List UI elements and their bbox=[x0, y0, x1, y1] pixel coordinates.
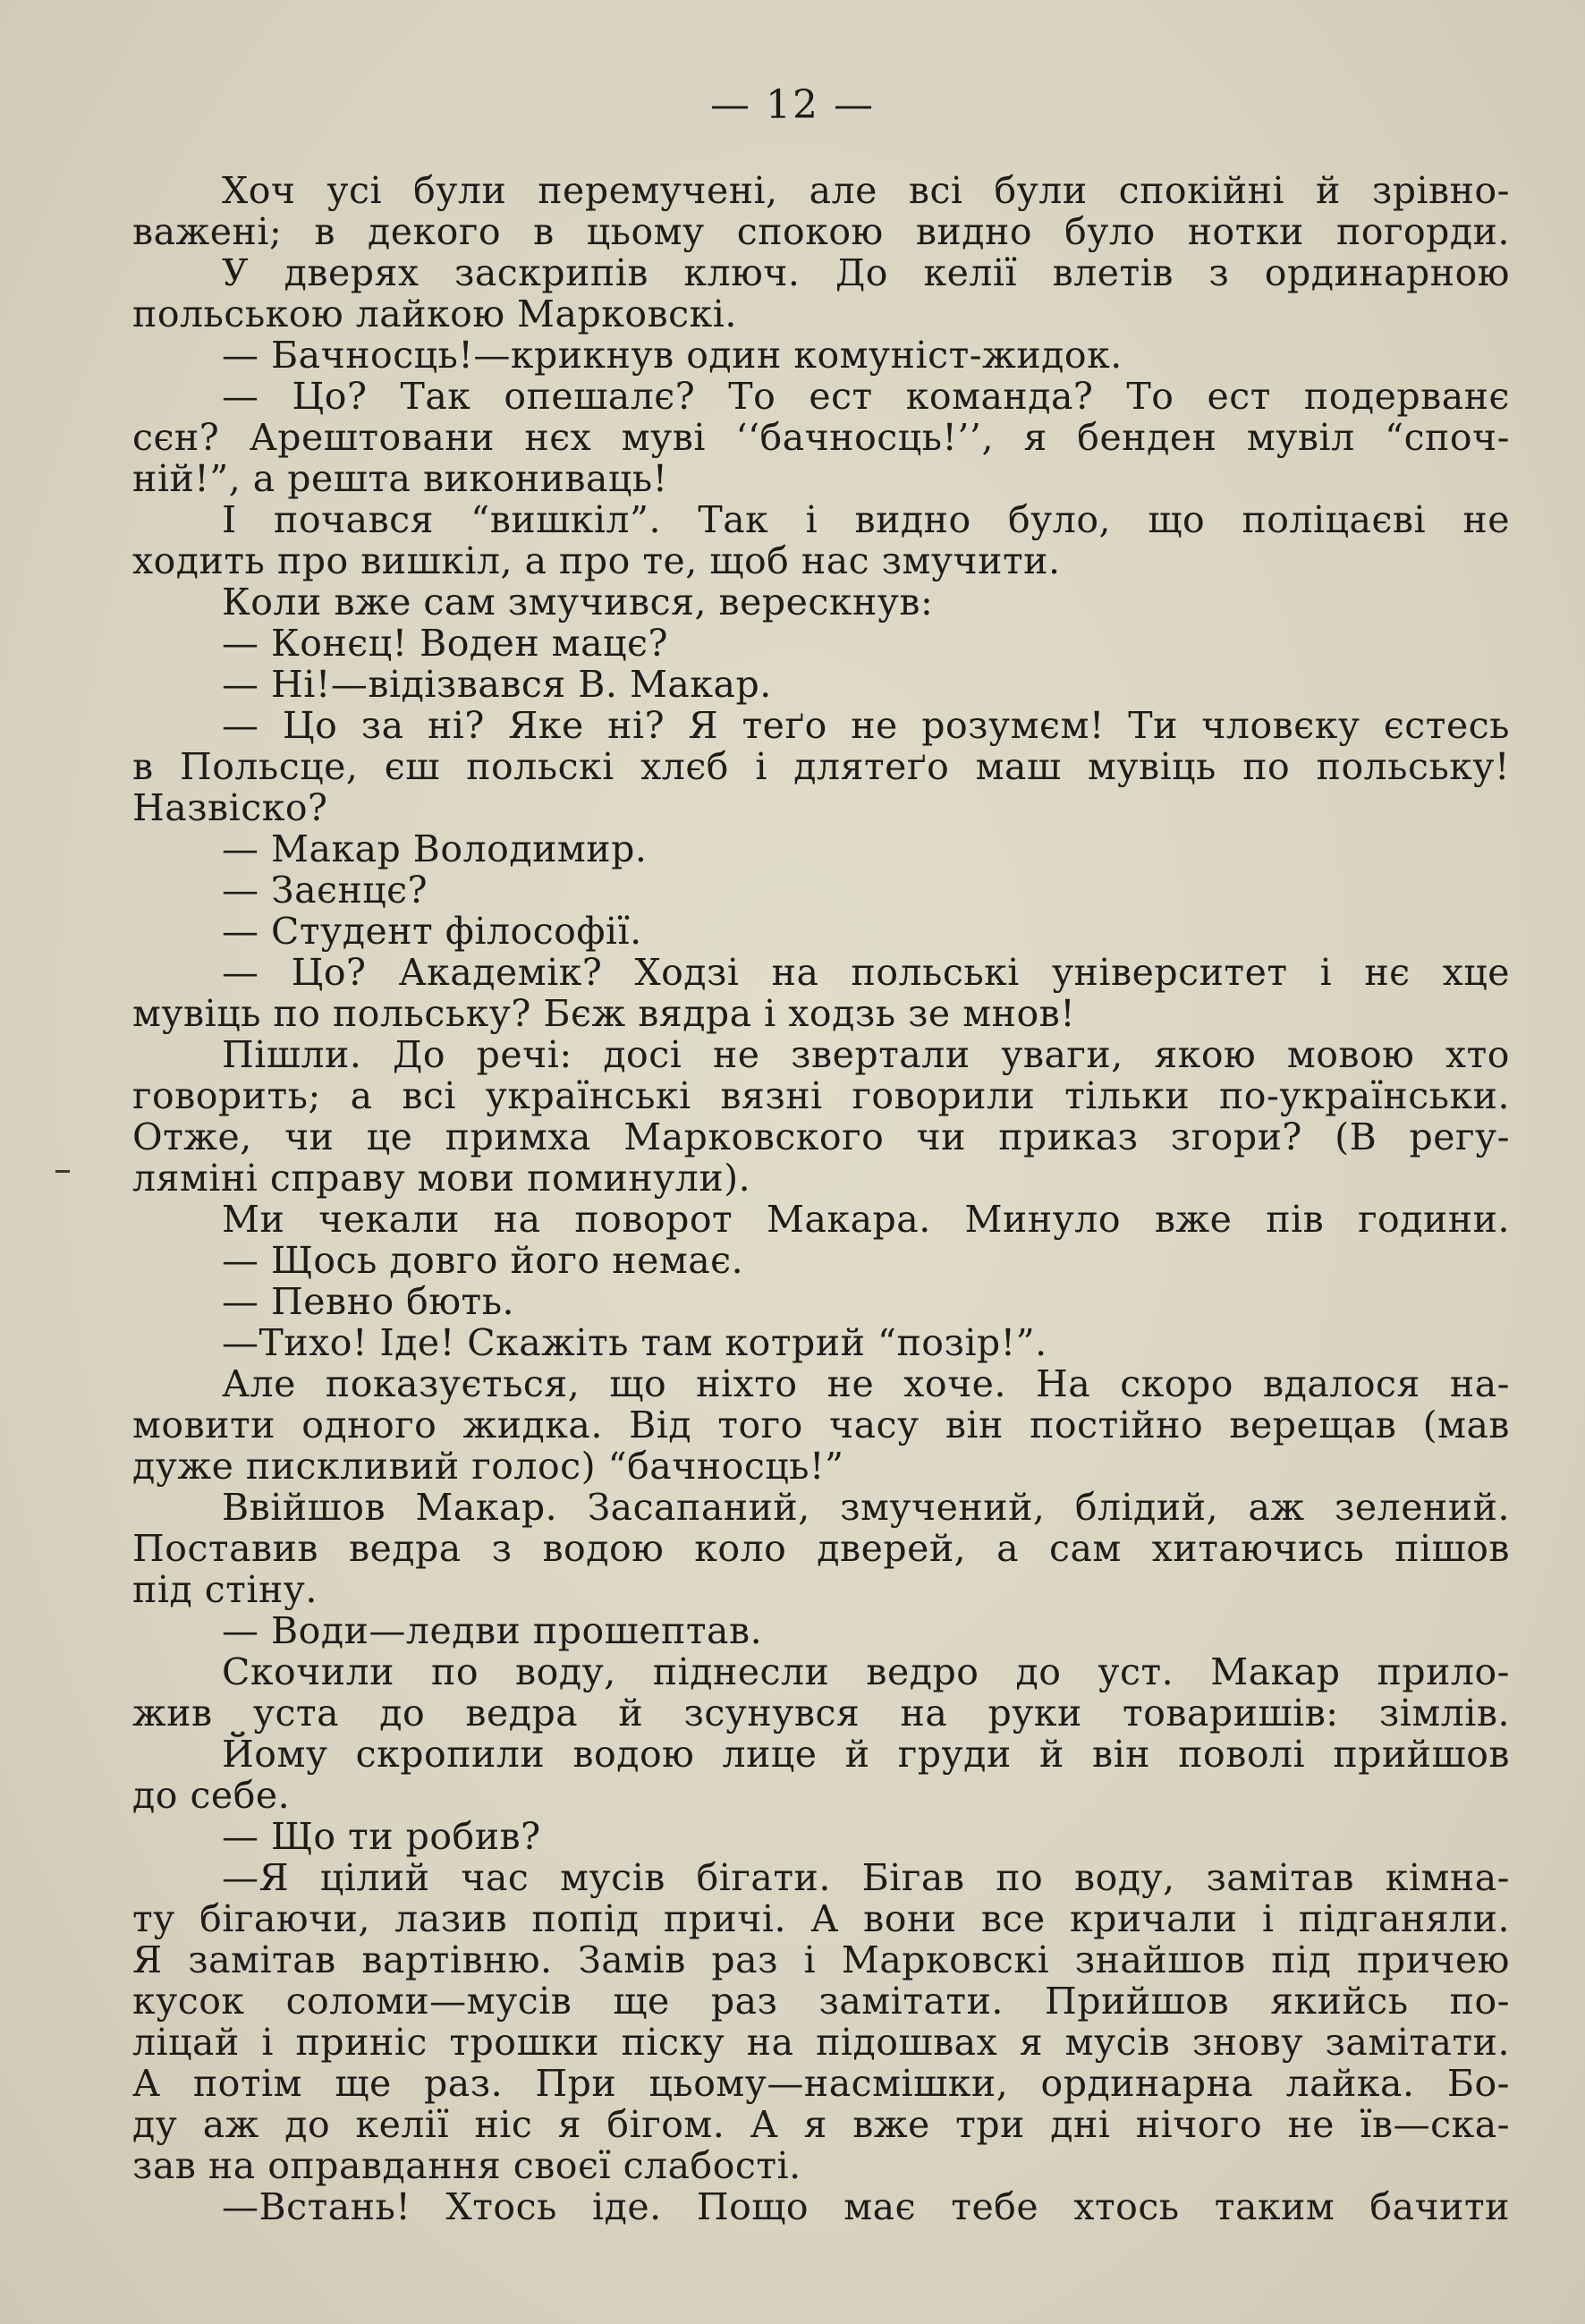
text-line: Коли вже сам змучився, верескнув: bbox=[222, 581, 934, 623]
text-line: до себе. bbox=[132, 1774, 291, 1817]
text-line: Я замітав вартівню. Замів раз і Марковскі знайшов під причею bbox=[132, 1938, 1510, 1981]
text-line: У дверях заскрипів ключ. До келії влетів з ординарною bbox=[222, 251, 1510, 294]
text-line: польською лайкою Марковскі. bbox=[132, 293, 737, 335]
text-line: — Макар Володимир. bbox=[222, 827, 648, 870]
text-line: — Заєнцє? bbox=[222, 869, 428, 912]
text-line: — Цо за ні? Яке ні? Я теґо не розумєм! Ти чловєку єстесь bbox=[222, 704, 1510, 747]
text-line: Ми чекали на поворот Макара. Минуло вже пів години. bbox=[222, 1198, 1510, 1241]
text-line: ліцай і приніс трошки піску на підошвах я мусів знову замітати. bbox=[132, 2021, 1510, 2064]
text-line: — Що ти робив? bbox=[222, 1815, 541, 1858]
text-body bbox=[132, 170, 1510, 2227]
text-line: Йому скропили водою лице й груди й він поволі прийшов bbox=[222, 1733, 1510, 1776]
text-line: в Польсце, єш польскі хлєб і длятеґо маш мувіць по польську! bbox=[132, 745, 1510, 788]
text-line: мувіць по польську? Бєж вядра і ходзь зе мнов! bbox=[132, 992, 1076, 1035]
text-line: Але показується, що ніхто не хоче. На скоро вдалося на- bbox=[222, 1362, 1510, 1405]
margin-mark bbox=[55, 1170, 70, 1173]
text-line: сєн? Арештовани нєх муві ‘‘бачносць!’’, я бенден мувіл “споч- bbox=[132, 416, 1510, 459]
text-line: Поставив ведра з водою коло дверей, а сам хитаючись пішов bbox=[132, 1527, 1510, 1570]
text-line: ду аж до келії ніс я бігом. А я вже три дні нічого не їв—ска- bbox=[132, 2103, 1510, 2146]
text-line: Отже, чи це примха Марковского чи приказ згори? (В регу- bbox=[132, 1115, 1510, 1158]
text-line: ній!”, а решта викониваць! bbox=[132, 457, 668, 500]
text-line: — Цо? Так опешалє? То ест команда? То ест подерванє bbox=[222, 375, 1510, 418]
text-line: Ввійшов Макар. Засапаний, змучений, блідий, аж зелений. bbox=[222, 1486, 1510, 1529]
text-line: мовити одного жидка. Від того часу він постійно верещав (мав bbox=[132, 1404, 1510, 1446]
text-line: — Цо? Академік? Ходзі на польські університет і нє хце bbox=[222, 951, 1510, 994]
text-line: Назвіско? bbox=[132, 786, 328, 829]
text-line: А потім ще раз. При цьому—насмішки, ординарна лайка. Бо- bbox=[132, 2062, 1510, 2105]
text-line: —Тихо! Іде! Скажіть там котрий “позір!”. bbox=[222, 1321, 1047, 1364]
text-line: — Води—ледви прошептав. bbox=[222, 1609, 763, 1652]
text-line: — Ні!—відізвався В. Макар. bbox=[222, 663, 772, 706]
text-line: ляміні справу мови поминули). bbox=[132, 1157, 751, 1200]
text-line: дуже пискливий голос) “бачносць!” bbox=[132, 1445, 844, 1488]
text-line: — Бачносць!—крикнув один комуніст-жидок. bbox=[222, 334, 1123, 377]
text-line: Хоч усі були перемучені, але всі були спокійні й зрівно- bbox=[222, 169, 1510, 212]
text-line: — Конєц! Воден мацє? bbox=[222, 622, 668, 665]
page-number: — 12 — bbox=[710, 82, 875, 128]
text-line: —Я цілий час мусів бігати. Бігав по воду, замітав кімна- bbox=[222, 1856, 1510, 1899]
text-line: важені; в декого в цьому спокою видно було нотки погорди. bbox=[132, 210, 1510, 253]
text-line: під стіну. bbox=[132, 1568, 318, 1611]
text-line: Пішли. До речі: досі не звертали уваги, якою мовою хто bbox=[222, 1033, 1510, 1076]
text-line: — Щось довго його немає. bbox=[222, 1239, 744, 1282]
text-line: жив уста до ведра й зсунувся на руки товаришів: зімлів. bbox=[132, 1692, 1510, 1735]
text-line: ту бігаючи, лазив попід причі. А вони все кричали і підганяли. bbox=[132, 1897, 1510, 1940]
text-line: —Встань! Хтось іде. Пощо має тебе хтось таким бачити bbox=[222, 2185, 1510, 2228]
text-line: — Студент філософії. bbox=[222, 910, 642, 953]
text-line: кусок соломи—мусів ще раз замітати. Прийшов якийсь по- bbox=[132, 1980, 1510, 2023]
text-line: Скочили по воду, піднесли ведро до уст. Макар прило- bbox=[222, 1650, 1510, 1693]
text-line: говорить; а всі українські вязні говорили тільки по-українськи. bbox=[132, 1074, 1510, 1117]
text-line: І почався “вишкіл”. Так і видно було, що поліцаєві не bbox=[222, 498, 1510, 541]
text-line: — Певно бють. bbox=[222, 1280, 515, 1323]
text-line: ходить про вишкіл, а про те, щоб нас змучити. bbox=[132, 539, 1061, 582]
text-line: зав на оправдання своєї слабості. bbox=[132, 2144, 801, 2187]
